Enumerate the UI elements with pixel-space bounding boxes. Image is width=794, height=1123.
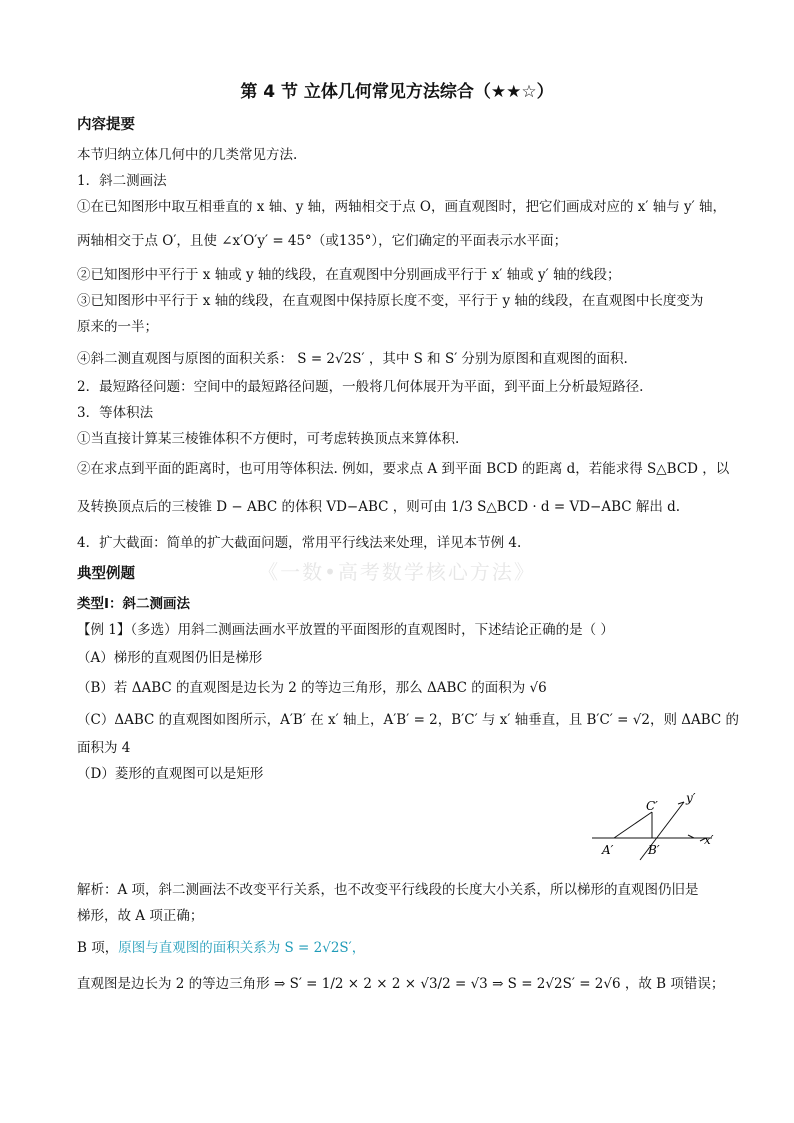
heading-summary: 内容提要 xyxy=(77,117,135,133)
item3-line3: 及转换顶点后的三棱锥 D − ABC 的体积 VD−ABC ，则可由 1/3 S△BCD · d = VD−ABC 解出 d. xyxy=(77,499,681,515)
solution-line4: 直观图是边长为 2 的等边三角形 ⇒ S′ = 1/2 × 2 × 2 × √3/2 = √3 ⇒ S = 2√2S′ = 2√6 ，故 B 项错误； xyxy=(77,976,725,992)
intro-text: 本节归纳立体几何中的几类常见方法. xyxy=(77,147,298,163)
oblique-projection-figure xyxy=(588,790,728,870)
solution-line2: 梯形，故 A 项正确； xyxy=(77,908,204,924)
label-a: A′ xyxy=(602,843,614,857)
label-x: x′ xyxy=(704,833,714,847)
item1-title: 1．斜二测画法 xyxy=(77,173,167,189)
item1-line5: 原来的一半； xyxy=(77,319,158,335)
option-a: （A）梯形的直观图仍旧是梯形 xyxy=(77,650,263,666)
item1-line6: ④斜二测直观图与原图的面积关系： S = 2√2S′ ，其中 S 和 S′ 分别为原图和直观图的面积. xyxy=(77,351,628,367)
heading-examples: 典型例题 xyxy=(77,566,135,582)
type1-heading: 类型Ⅰ：斜二测画法 xyxy=(77,596,191,612)
option-c-line1: （C）ΔABC 的直观图如图所示，A′B′ 在 x′ 轴上，A′B′ = 2，B′C′ 与 x′ 轴垂直，且 B′C′ = √2，则 ΔABC 的 xyxy=(77,712,740,728)
option-c-line2: 面积为 4 xyxy=(77,740,131,756)
label-y: y′ xyxy=(686,791,696,805)
item1-line2: 两轴相交于点 O′，且使 ∠x′O′y′ = 45°（或135°），它们确定的平面表示水平面； xyxy=(77,233,568,249)
item1-line1: ①在已知图形中取互相垂直的 x 轴、y 轴，两轴相交于点 O，画直观图时，把它们画成对应的 x′ 轴与 y′ 轴， xyxy=(77,199,727,215)
solution-highlight: 原图与直观图的面积关系为 S = 2√2S′， xyxy=(118,940,366,956)
item1-line3: ②已知图形中平行于 x 轴或 y 轴的线段，在直观图中分别画成平行于 x′ 轴或 y′ 轴的线段； xyxy=(77,267,621,283)
item2-text: 2．最短路径问题：空间中的最短路径问题，一般将几何体展开为平面，到平面上分析最短路径. xyxy=(77,379,644,395)
example1-stem: 【例 1】（多选）用斜二测画法画水平放置的平面图形的直观图时，下述结论正确的是（ ） xyxy=(77,622,614,638)
page-title: 第 4 节 立体几何常见方法综合（★★☆） xyxy=(240,82,554,102)
segment-a-c xyxy=(614,812,652,838)
item3-title: 3．等体积法 xyxy=(77,405,154,421)
label-b: B′ xyxy=(648,843,660,857)
solution-line3 xyxy=(77,938,365,958)
option-d: （D）菱形的直观图可以是矩形 xyxy=(77,766,264,782)
solution-line3-prefix: B 项， xyxy=(77,940,119,956)
label-c: C′ xyxy=(646,799,658,813)
item3-line2: ②在求点到平面的距离时，也可用等体积法. 例如，要求点 A 到平面 BCD 的距离 d，若能求得 S△BCD ，以 xyxy=(77,461,730,477)
item3-line1: ①当直接计算某三棱锥体积不方便时，可考虑转换顶点来算体积. xyxy=(77,431,460,447)
option-b: （B）若 ΔABC 的直观图是边长为 2 的等边三角形，那么 ΔABC 的面积为 √6 xyxy=(77,680,547,696)
watermark: 《一数•高考数学核心方法》 xyxy=(258,560,536,584)
item4-text: 4．扩大截面：简单的扩大截面问题，常用平行线法来处理，详见本节例 4. xyxy=(77,535,522,551)
solution-line1: 解析：A 项，斜二测画法不改变平行关系，也不改变平行线段的长度大小关系，所以梯形的直观图仍旧是 xyxy=(77,882,699,898)
item1-line4: ③已知图形中平行于 x 轴的线段，在直观图中保持原长度不变，平行于 y 轴的线段，在直观图中长度变为 xyxy=(77,293,704,309)
